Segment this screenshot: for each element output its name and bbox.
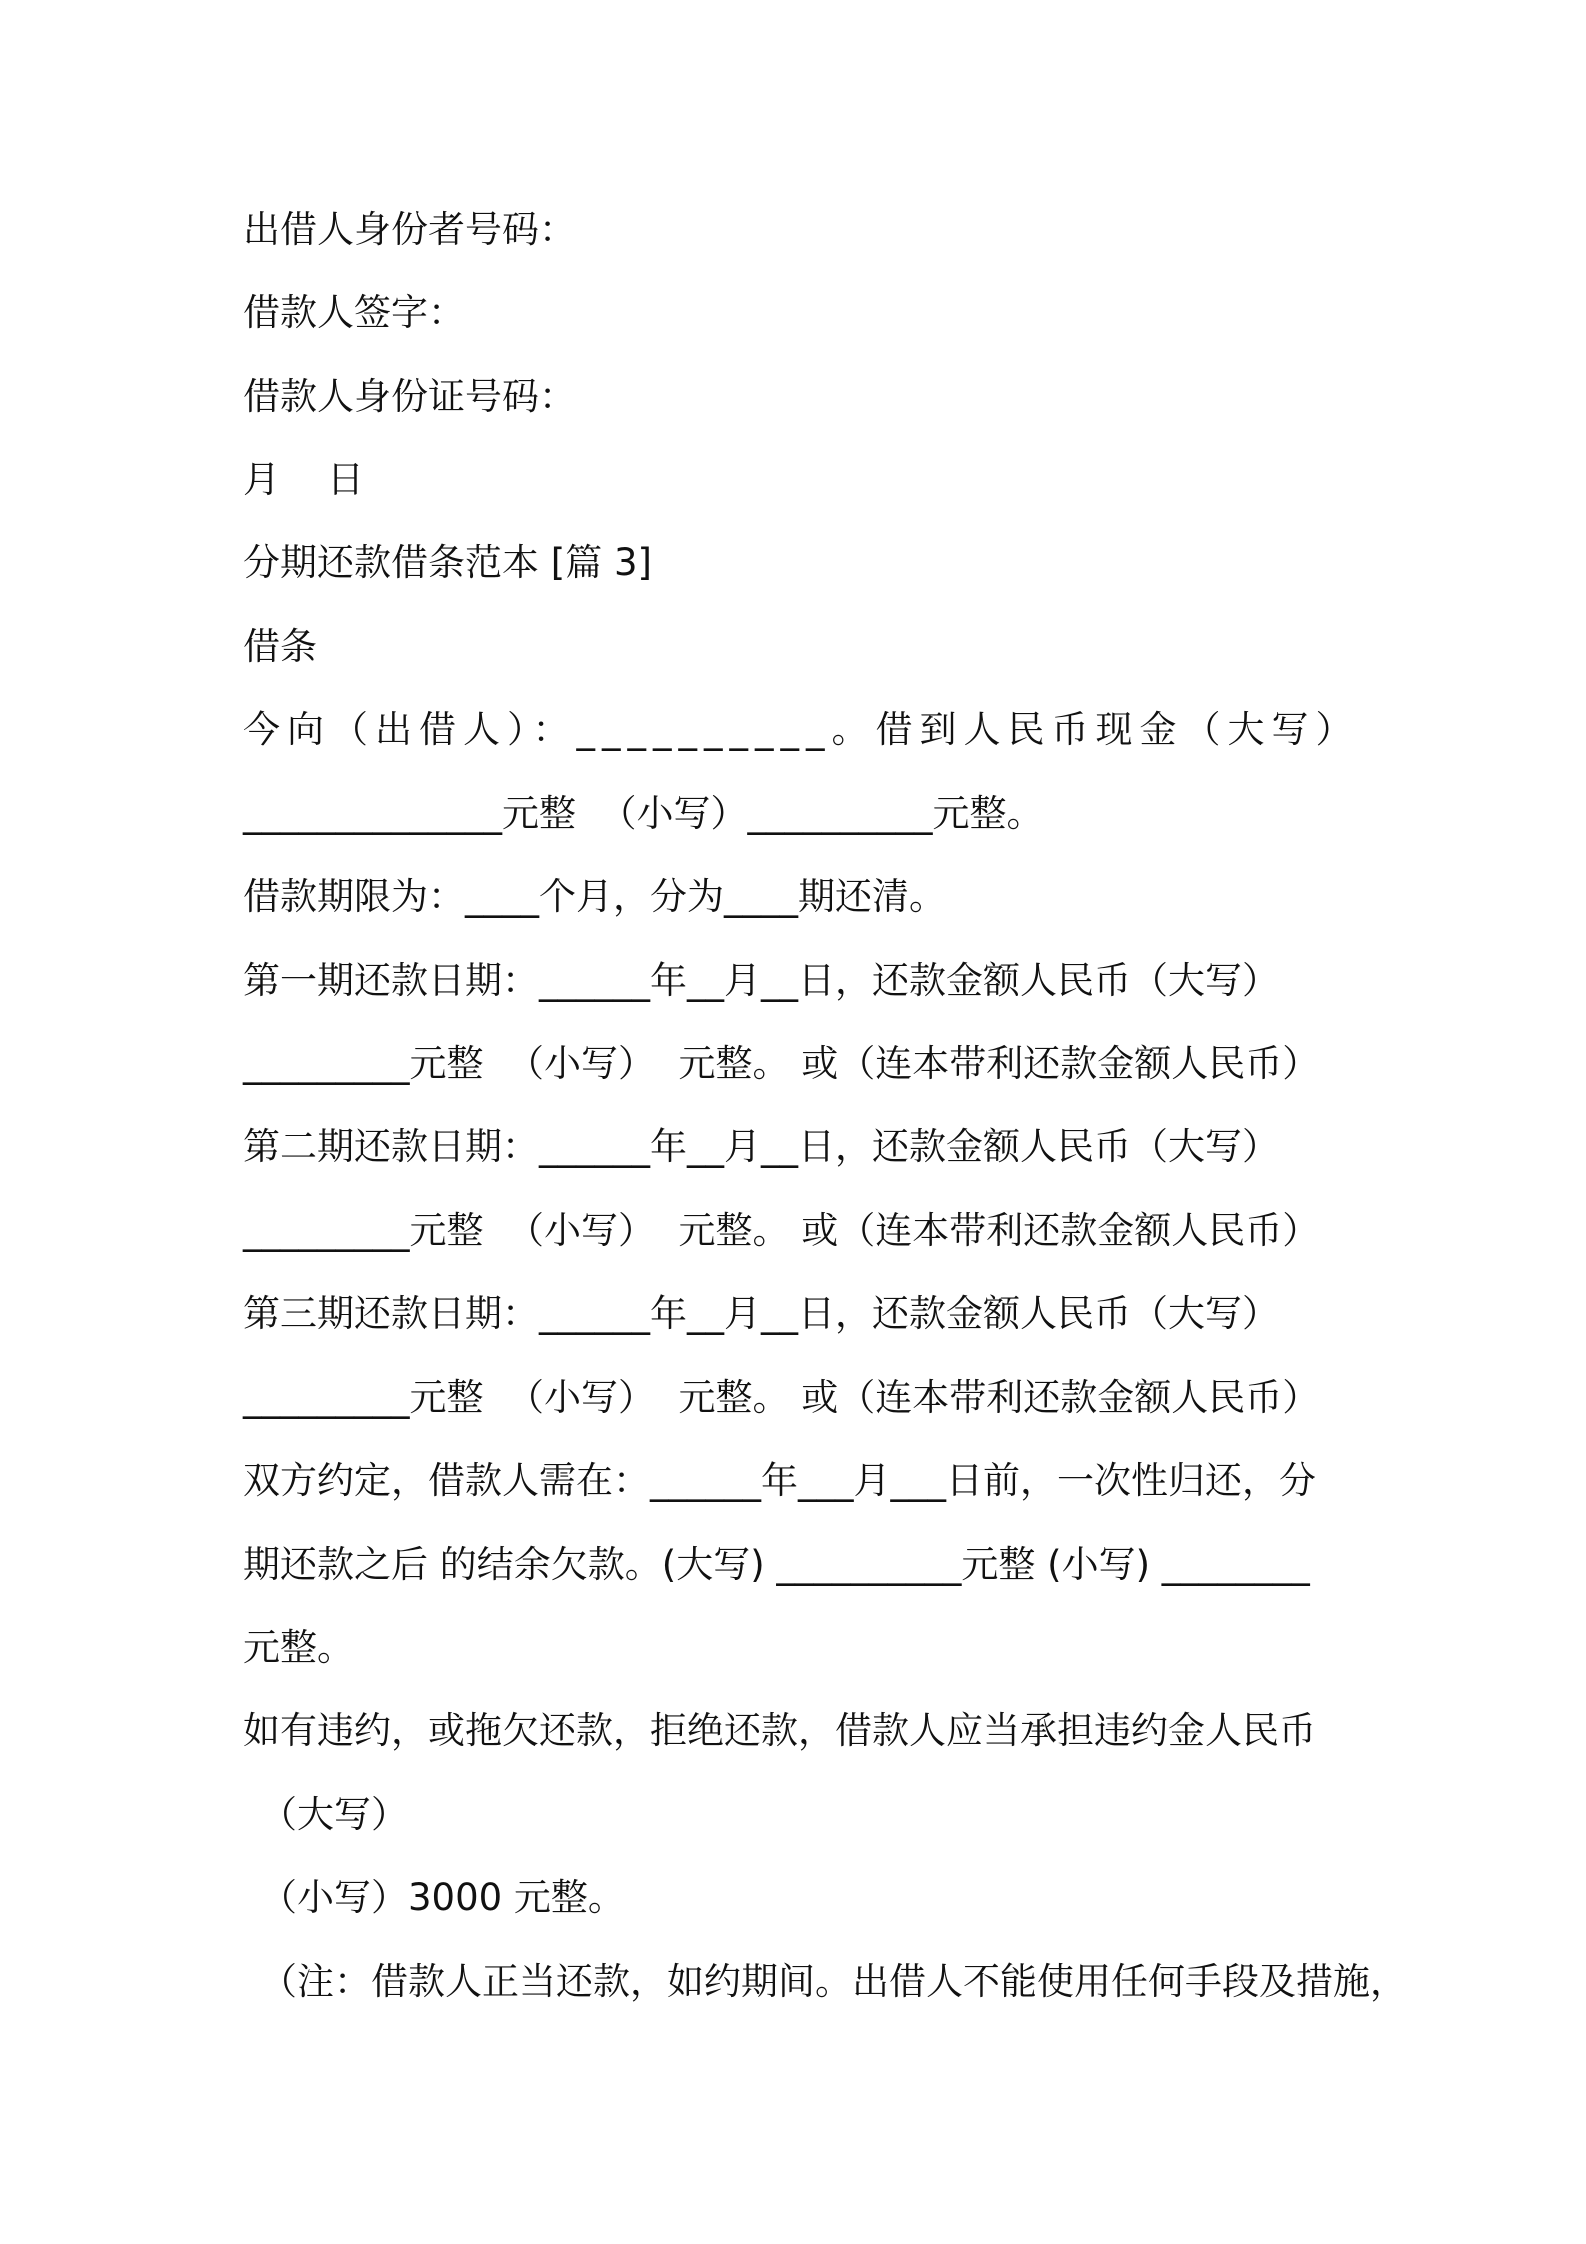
penalty-lowercase-line: （小写）3000 元整。 (260, 1876, 625, 1919)
loan-amount-line: ______________元整 （小写）__________元整。 (243, 792, 1044, 835)
installment-2-amount-line: _________元整 （小写） 元整。 或（连本带利还款金额人民币） (243, 1209, 1320, 1252)
date-line: 月 日 (243, 458, 365, 501)
installment-2-date-line: 第二期还款日期：______年__月__日，还款金额人民币（大写） (243, 1125, 1279, 1168)
installment-1-amount-line: _________元整 （小写） 元整。 或（连本带利还款金额人民币） (243, 1042, 1320, 1085)
lender-id-line: 出借人身份者号码： (243, 208, 576, 251)
agreement-line-1: 双方约定，借款人需在：______年___月___日前，一次性归还，分 (243, 1459, 1316, 1502)
borrower-signature-line: 借款人签字： (243, 291, 465, 334)
borrower-id-line: 借款人身份证号码： (243, 375, 576, 418)
loan-term-line: 借款期限为：____个月，分为____期还清。 (243, 875, 946, 918)
penalty-uppercase-line: （大写） (260, 1793, 408, 1836)
document-title: 借条 (243, 625, 317, 668)
penalty-line: 如有违约，或拖欠还款，拒绝还款，借款人应当承担违约金人民币 (243, 1709, 1316, 1752)
agreement-line-2: 期还款之后 的结余欠款。(大写) __________元整 (小写) ________ (243, 1543, 1310, 1586)
installment-1-date-line: 第一期还款日期：______年__月__日，还款金额人民币（大写） (243, 959, 1279, 1002)
note-line: （注：借款人正当还款，如约期间。出借人不能使用任何手段及措施， (260, 1960, 1407, 2003)
loan-statement-line: 今向（出借人）：__________。借到人民币现金（大写） (243, 708, 1360, 751)
section-heading: 分期还款借条范本 [篇 3] (243, 541, 652, 584)
installment-3-amount-line: _________元整 （小写） 元整。 或（连本带利还款金额人民币） (243, 1376, 1320, 1419)
installment-3-date-line: 第三期还款日期：______年__月__日，还款金额人民币（大写） (243, 1292, 1279, 1335)
agreement-line-3: 元整。 (243, 1626, 354, 1669)
